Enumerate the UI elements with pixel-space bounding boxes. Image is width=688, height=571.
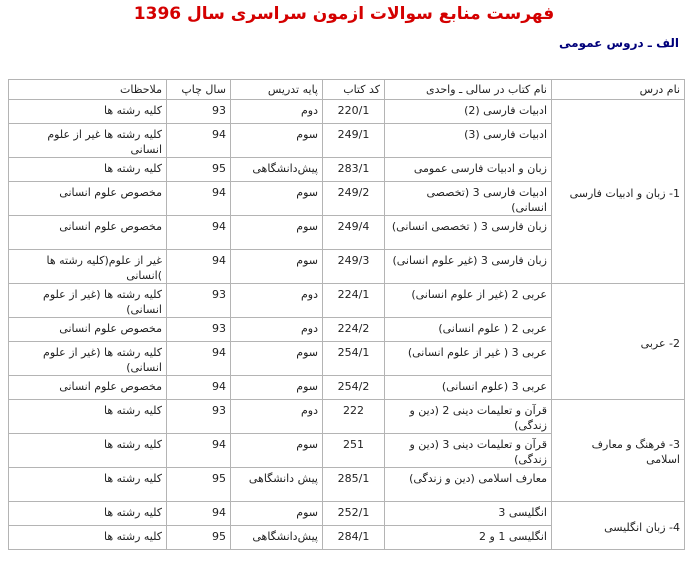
grade-cell: پیش‌دانشگاهی	[231, 158, 323, 182]
subject-cell: 4- زبان انگلیسی	[552, 502, 685, 550]
grade-cell: دوم	[231, 284, 323, 318]
year-cell: 94	[167, 182, 231, 216]
year-cell: 94	[167, 502, 231, 526]
book-cell: انگلیسی 3	[385, 502, 552, 526]
year-cell: 94	[167, 216, 231, 250]
book-cell: قرآن و تعلیمات دینی 2 (دین و زندگی)	[385, 400, 552, 434]
subject-cell: 3- فرهنگ و معارف اسلامی	[552, 400, 685, 502]
code-cell: 283/1	[323, 158, 385, 182]
table-row	[9, 502, 685, 526]
code-cell: 254/1	[323, 342, 385, 376]
code-cell: 251	[323, 434, 385, 468]
code-cell: 249/4	[323, 216, 385, 250]
notes-cell: کلیه رشته ها (غیر از علوم انسانی)	[9, 342, 167, 376]
code-cell: 252/1	[323, 502, 385, 526]
book-cell: عربی 2 ( علوم انسانی)	[385, 318, 552, 342]
book-cell: عربی 2 (غیر از علوم انسانی)	[385, 284, 552, 318]
header-subject: نام درس	[552, 80, 685, 100]
grade-cell: سوم	[231, 250, 323, 284]
notes-cell: کلیه رشته ها	[9, 400, 167, 434]
year-cell: 93	[167, 284, 231, 318]
sources-table	[8, 79, 685, 550]
grade-cell: سوم	[231, 502, 323, 526]
grade-cell: دوم	[231, 400, 323, 434]
year-cell: 94	[167, 124, 231, 158]
code-cell: 222	[323, 400, 385, 434]
grade-cell: دوم	[231, 318, 323, 342]
year-cell: 95	[167, 526, 231, 550]
grade-cell: دوم	[231, 100, 323, 124]
grade-cell: سوم	[231, 182, 323, 216]
subject-cell: 2- عربی	[552, 284, 685, 400]
year-cell: 95	[167, 468, 231, 502]
book-cell: عربی 3 ( غیر از علوم انسانی)	[385, 342, 552, 376]
table-row	[9, 284, 685, 318]
code-cell: 285/1	[323, 468, 385, 502]
code-cell: 284/1	[323, 526, 385, 550]
year-cell: 94	[167, 376, 231, 400]
notes-cell: مخصوص علوم انسانی	[9, 318, 167, 342]
notes-cell: کلیه رشته ها	[9, 526, 167, 550]
code-cell: 254/2	[323, 376, 385, 400]
section-heading: الف ـ دروس عمومی	[559, 36, 679, 50]
notes-cell: مخصوص علوم انسانی	[9, 216, 167, 250]
book-cell: زبان و ادبیات فارسی عمومی	[385, 158, 552, 182]
grade-cell: پیش دانشگاهی	[231, 468, 323, 502]
year-cell: 93	[167, 400, 231, 434]
year-cell: 94	[167, 250, 231, 284]
year-cell: 95	[167, 158, 231, 182]
table-header-row	[9, 80, 685, 100]
code-cell: 220/1	[323, 100, 385, 124]
book-cell: ادبیات فارسی 3 (تخصصی انسانی)	[385, 182, 552, 216]
header-year: سال چاپ	[167, 80, 231, 100]
code-cell: 249/1	[323, 124, 385, 158]
notes-cell: کلیه رشته ها	[9, 100, 167, 124]
notes-cell: غیر از علوم(کلیه رشته ها )انسانی	[9, 250, 167, 284]
header-notes: ملاحظات	[9, 80, 167, 100]
header-grade: پایه تدریس	[231, 80, 323, 100]
notes-cell: کلیه رشته ها	[9, 158, 167, 182]
notes-cell: کلیه رشته ها	[9, 502, 167, 526]
subject-cell: 1- زبان و ادبیات فارسی	[552, 100, 685, 284]
code-cell: 249/2	[323, 182, 385, 216]
notes-cell: مخصوص علوم انسانی	[9, 376, 167, 400]
book-cell: انگلیسی 1 و 2	[385, 526, 552, 550]
code-cell: 224/2	[323, 318, 385, 342]
grade-cell: سوم	[231, 434, 323, 468]
year-cell: 94	[167, 434, 231, 468]
year-cell: 93	[167, 100, 231, 124]
table-row	[9, 100, 685, 124]
book-cell: معارف اسلامی (دین و زندگی)	[385, 468, 552, 502]
grade-cell: سوم	[231, 124, 323, 158]
book-cell: زبان فارسی 3 ( تخصصی انسانی)	[385, 216, 552, 250]
book-cell: زبان فارسی 3 (غیر علوم انسانی)	[385, 250, 552, 284]
year-cell: 93	[167, 318, 231, 342]
table-row	[9, 400, 685, 434]
code-cell: 224/1	[323, 284, 385, 318]
grade-cell: سوم	[231, 342, 323, 376]
notes-cell: کلیه رشته ها	[9, 434, 167, 468]
notes-cell: مخصوص علوم انسانی	[9, 182, 167, 216]
book-cell: ادبیات فارسی (2)	[385, 100, 552, 124]
book-cell: ادبیات فارسی (3)	[385, 124, 552, 158]
page-title: فهرست منابع سوالات ازمون سراسری سال 1396	[133, 4, 555, 24]
grade-cell: پیش‌دانشگاهی	[231, 526, 323, 550]
year-cell: 94	[167, 342, 231, 376]
header-book: نام کتاب در سالی ـ واحدی	[385, 80, 552, 100]
notes-cell: کلیه رشته ها غیر از علوم انسانی	[9, 124, 167, 158]
grade-cell: سوم	[231, 376, 323, 400]
notes-cell: کلیه رشته ها (غیر از علوم انسانی)	[9, 284, 167, 318]
header-code: کد کتاب	[323, 80, 385, 100]
notes-cell: کلیه رشته ها	[9, 468, 167, 502]
book-cell: عربی 3 (علوم انسانی)	[385, 376, 552, 400]
grade-cell: سوم	[231, 216, 323, 250]
book-cell: قرآن و تعلیمات دینی 3 (دین و زندگی)	[385, 434, 552, 468]
code-cell: 249/3	[323, 250, 385, 284]
